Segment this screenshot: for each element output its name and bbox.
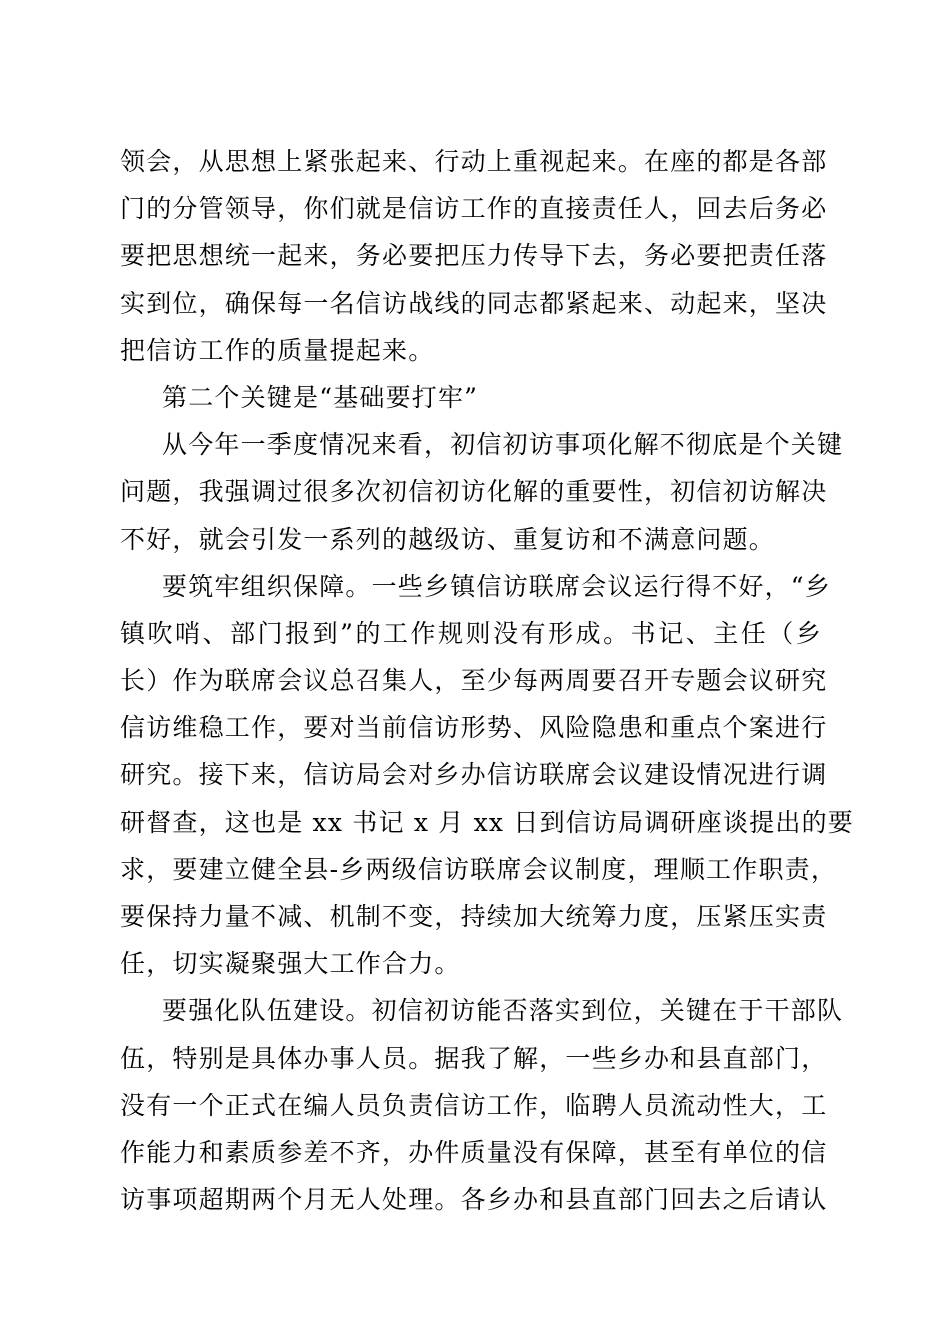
- section-heading: 第二个关键是“基础要打牢”: [162, 382, 479, 412]
- text-line: 要把思想统一起来，务必要把压力传导下去，务必要把责任落: [120, 241, 828, 271]
- text-line: 研督查，这也是 xx 书记 x 月 xx 日到信访局调研座谈提出的要: [120, 807, 854, 837]
- text-line: 长）作为联席会议总召集人，至少每两周要召开专题会议研究: [120, 666, 828, 696]
- text-line: 研究。接下来，信访局会对乡办信访联席会议建设情况进行调: [120, 760, 828, 790]
- text-line: 镇吹哨、部门报到”的工作规则没有形成。书记、主任（乡: [120, 618, 822, 648]
- text-line: 没有一个正式在编人员负责信访工作，临聘人员流动性大，工: [120, 1090, 828, 1120]
- text-line: 门的分管领导，你们就是信访工作的直接责任人，回去后务必: [120, 194, 828, 224]
- document-body: [120, 138, 854, 1223]
- text-line: 把信访工作的质量提起来。: [120, 335, 435, 365]
- text-line: 求，要建立健全县-乡两级信访联席会议制度，理顺工作职责，: [120, 854, 838, 884]
- text-line: 要保持力量不减、机制不变，持续加大统筹力度，压紧压实责: [120, 902, 828, 931]
- text-line: 领会，从思想上紧张起来、行动上重视起来。在座的都是各部: [120, 147, 828, 176]
- text-line: 问题，我强调过很多次初信初访化解的重要性，初信初访解决: [120, 477, 828, 507]
- text-line: 要强化队伍建设。初信初访能否落实到位，关键在于干部队: [162, 996, 844, 1026]
- text-line: 伍，特别是具体办事人员。据我了解，一些乡办和县直部门，: [120, 1043, 828, 1073]
- text-line: 实到位，确保每一名信访战线的同志都紧起来、动起来，坚决: [120, 288, 828, 318]
- text-line: 访事项超期两个月无人处理。各乡办和县直部门回去之后请认: [120, 1185, 828, 1215]
- text-line: 信访维稳工作，要对当前信访形势、风险隐患和重点个案进行: [120, 713, 828, 743]
- text-line: 作能力和素质参差不齐，办件质量没有保障，甚至有单位的信: [120, 1137, 828, 1167]
- text-line: 要筑牢组织保障。一些乡镇信访联席会议运行得不好，“乡: [162, 571, 831, 601]
- text-line: 任，切实凝聚强大工作合力。: [120, 949, 461, 979]
- text-line: 不好，就会引发一系列的越级访、重复访和不满意问题。: [120, 524, 776, 554]
- text-line: 从今年一季度情况来看，初信初访事项化解不彻底是个关键: [162, 430, 844, 460]
